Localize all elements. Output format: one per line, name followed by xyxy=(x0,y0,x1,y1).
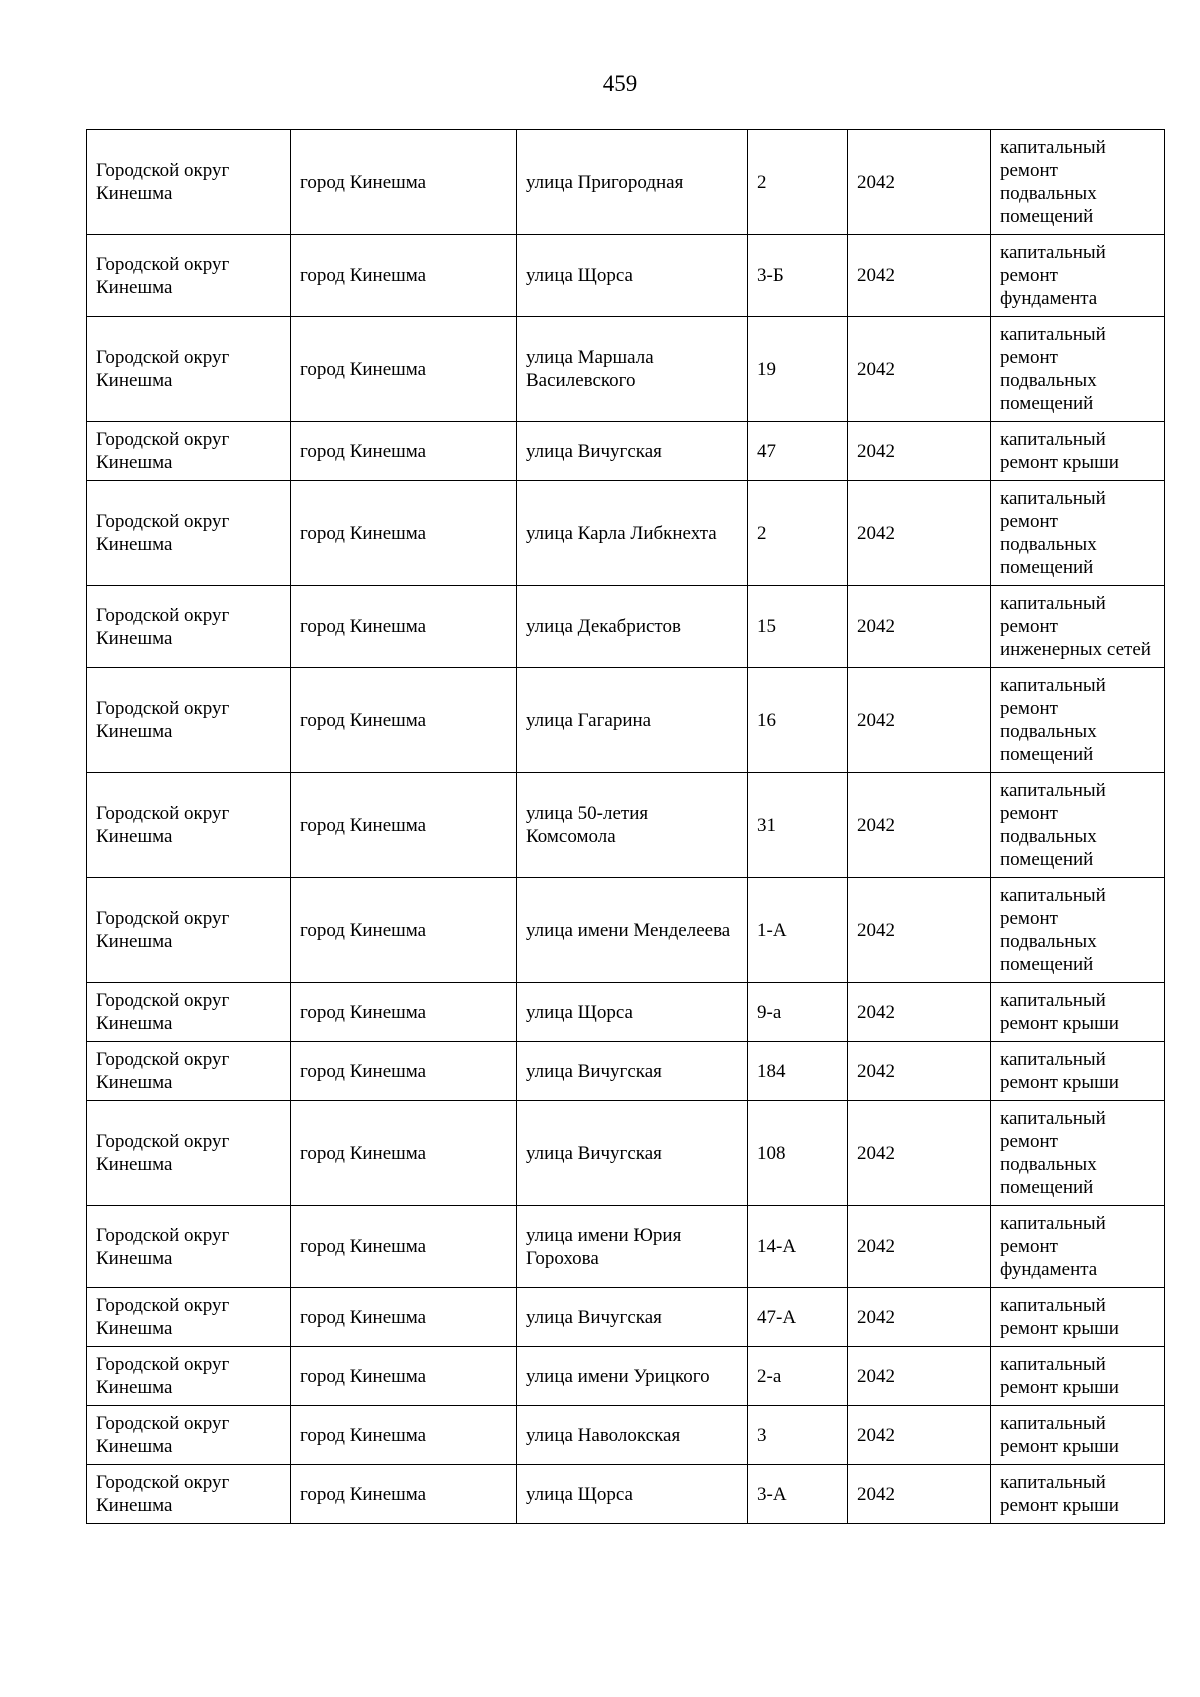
cell-street: улица Щорса xyxy=(517,1465,748,1524)
cell-work-type: капитальный ремонт крыши xyxy=(991,1347,1165,1406)
cell-work-type: капитальный ремонт крыши xyxy=(991,1288,1165,1347)
table-row xyxy=(87,668,1165,773)
table-row xyxy=(87,1347,1165,1406)
cell-locality: город Кинешма xyxy=(291,668,517,773)
cell-house-number: 108 xyxy=(748,1101,848,1206)
cell-locality: город Кинешма xyxy=(291,1347,517,1406)
repair-schedule-table xyxy=(86,129,1165,1524)
table-row xyxy=(87,586,1165,668)
cell-street: улица Вичугская xyxy=(517,1288,748,1347)
table-row xyxy=(87,1465,1165,1524)
cell-street: улица Щорса xyxy=(517,235,748,317)
table-row xyxy=(87,1042,1165,1101)
table-row xyxy=(87,481,1165,586)
cell-work-type: капитальный ремонт подвальных помещений xyxy=(991,1101,1165,1206)
cell-house-number: 15 xyxy=(748,586,848,668)
cell-year: 2042 xyxy=(848,586,991,668)
cell-work-type: капитальный ремонт подвальных помещений xyxy=(991,773,1165,878)
cell-house-number: 19 xyxy=(748,317,848,422)
cell-work-type: капитальный ремонт крыши xyxy=(991,1465,1165,1524)
cell-street: улица Маршала Василевского xyxy=(517,317,748,422)
cell-year: 2042 xyxy=(848,1288,991,1347)
cell-district: Городской округ Кинешма xyxy=(87,1465,291,1524)
cell-year: 2042 xyxy=(848,1101,991,1206)
cell-year: 2042 xyxy=(848,130,991,235)
cell-district: Городской округ Кинешма xyxy=(87,130,291,235)
cell-district: Городской округ Кинешма xyxy=(87,586,291,668)
cell-house-number: 1-А xyxy=(748,878,848,983)
cell-locality: город Кинешма xyxy=(291,235,517,317)
cell-house-number: 31 xyxy=(748,773,848,878)
cell-locality: город Кинешма xyxy=(291,422,517,481)
cell-district: Городской округ Кинешма xyxy=(87,878,291,983)
cell-street: улица Щорса xyxy=(517,983,748,1042)
cell-street: улица Вичугская xyxy=(517,1042,748,1101)
cell-locality: город Кинешма xyxy=(291,130,517,235)
cell-locality: город Кинешма xyxy=(291,878,517,983)
table-row xyxy=(87,773,1165,878)
table-row xyxy=(87,983,1165,1042)
cell-district: Городской округ Кинешма xyxy=(87,317,291,422)
cell-street: улица имени Юрия Горохова xyxy=(517,1206,748,1288)
cell-work-type: капитальный ремонт крыши xyxy=(991,1406,1165,1465)
table-row xyxy=(87,130,1165,235)
cell-locality: город Кинешма xyxy=(291,1406,517,1465)
table-row xyxy=(87,878,1165,983)
cell-street: улица Декабристов xyxy=(517,586,748,668)
cell-street: улица Вичугская xyxy=(517,422,748,481)
cell-work-type: капитальный ремонт крыши xyxy=(991,422,1165,481)
table-row xyxy=(87,422,1165,481)
cell-street: улица Вичугская xyxy=(517,1101,748,1206)
cell-district: Городской округ Кинешма xyxy=(87,1206,291,1288)
cell-house-number: 3-А xyxy=(748,1465,848,1524)
cell-house-number: 47-А xyxy=(748,1288,848,1347)
cell-locality: город Кинешма xyxy=(291,1288,517,1347)
cell-year: 2042 xyxy=(848,878,991,983)
cell-locality: город Кинешма xyxy=(291,1101,517,1206)
cell-locality: город Кинешма xyxy=(291,773,517,878)
table-row xyxy=(87,317,1165,422)
cell-locality: город Кинешма xyxy=(291,1042,517,1101)
cell-work-type: капитальный ремонт подвальных помещений xyxy=(991,481,1165,586)
cell-year: 2042 xyxy=(848,1347,991,1406)
cell-year: 2042 xyxy=(848,1042,991,1101)
cell-district: Городской округ Кинешма xyxy=(87,1042,291,1101)
cell-work-type: капитальный ремонт инженерных сетей xyxy=(991,586,1165,668)
cell-year: 2042 xyxy=(848,481,991,586)
cell-house-number: 14-А xyxy=(748,1206,848,1288)
cell-district: Городской округ Кинешма xyxy=(87,773,291,878)
cell-street: улица Гагарина xyxy=(517,668,748,773)
table-row xyxy=(87,235,1165,317)
table-body xyxy=(87,130,1165,1524)
cell-year: 2042 xyxy=(848,317,991,422)
cell-house-number: 2-а xyxy=(748,1347,848,1406)
cell-year: 2042 xyxy=(848,773,991,878)
table-row xyxy=(87,1406,1165,1465)
cell-street: улица Наволокская xyxy=(517,1406,748,1465)
cell-street: улица имени Менделеева xyxy=(517,878,748,983)
cell-locality: город Кинешма xyxy=(291,317,517,422)
cell-locality: город Кинешма xyxy=(291,481,517,586)
cell-house-number: 2 xyxy=(748,481,848,586)
cell-house-number: 9-а xyxy=(748,983,848,1042)
cell-year: 2042 xyxy=(848,1406,991,1465)
cell-year: 2042 xyxy=(848,668,991,773)
cell-district: Городской округ Кинешма xyxy=(87,422,291,481)
cell-street: улица имени Урицкого xyxy=(517,1347,748,1406)
cell-district: Городской округ Кинешма xyxy=(87,1288,291,1347)
cell-house-number: 2 xyxy=(748,130,848,235)
cell-house-number: 47 xyxy=(748,422,848,481)
cell-house-number: 16 xyxy=(748,668,848,773)
cell-district: Городской округ Кинешма xyxy=(87,1406,291,1465)
cell-year: 2042 xyxy=(848,983,991,1042)
table-row xyxy=(87,1101,1165,1206)
cell-work-type: капитальный ремонт подвальных помещений xyxy=(991,317,1165,422)
cell-street: улица Пригородная xyxy=(517,130,748,235)
table-row xyxy=(87,1206,1165,1288)
cell-street: улица Карла Либкнехта xyxy=(517,481,748,586)
cell-house-number: 3 xyxy=(748,1406,848,1465)
cell-work-type: капитальный ремонт фундамента xyxy=(991,1206,1165,1288)
cell-district: Городской округ Кинешма xyxy=(87,668,291,773)
cell-locality: город Кинешма xyxy=(291,586,517,668)
cell-locality: город Кинешма xyxy=(291,983,517,1042)
cell-district: Городской округ Кинешма xyxy=(87,235,291,317)
cell-street: улица 50-летия Комсомола xyxy=(517,773,748,878)
cell-work-type: капитальный ремонт крыши xyxy=(991,1042,1165,1101)
table-row xyxy=(87,1288,1165,1347)
cell-locality: город Кинешма xyxy=(291,1206,517,1288)
cell-district: Городской округ Кинешма xyxy=(87,1101,291,1206)
cell-year: 2042 xyxy=(848,422,991,481)
cell-work-type: капитальный ремонт фундамента xyxy=(991,235,1165,317)
cell-year: 2042 xyxy=(848,1206,991,1288)
page-number: 459 xyxy=(602,71,638,96)
cell-year: 2042 xyxy=(848,235,991,317)
cell-work-type: капитальный ремонт крыши xyxy=(991,983,1165,1042)
cell-work-type: капитальный ремонт подвальных помещений xyxy=(991,130,1165,235)
cell-house-number: 184 xyxy=(748,1042,848,1101)
cell-locality: город Кинешма xyxy=(291,1465,517,1524)
cell-work-type: капитальный ремонт подвальных помещений xyxy=(991,878,1165,983)
cell-work-type: капитальный ремонт подвальных помещений xyxy=(991,668,1165,773)
cell-district: Городской округ Кинешма xyxy=(87,1347,291,1406)
cell-house-number: 3-Б xyxy=(748,235,848,317)
cell-year: 2042 xyxy=(848,1465,991,1524)
cell-district: Городской округ Кинешма xyxy=(87,481,291,586)
cell-district: Городской округ Кинешма xyxy=(87,983,291,1042)
